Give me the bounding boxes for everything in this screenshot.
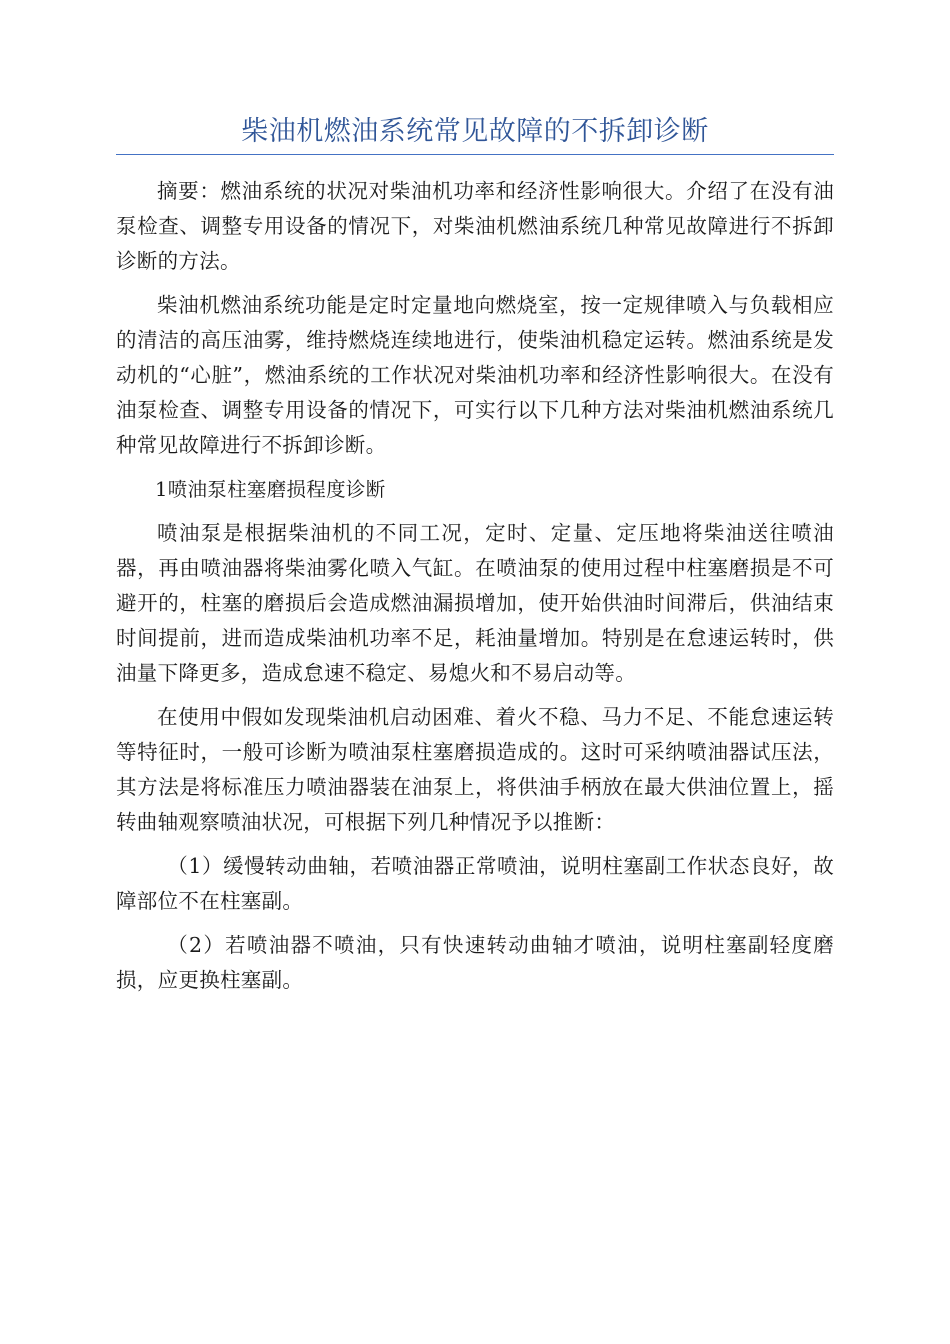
abstract-paragraph: 摘要：燃油系统的状况对柴油机功率和经济性影响很大。介绍了在没有油泵检查、调整专用设备的情况下，对柴油机燃油系统几种常见故障进行不拆卸诊断的方法。 [116,179,834,273]
document-body [116,174,834,1007]
body-paragraph: 喷油泵是根据柴油机的不同工况，定时、定量、定压地将柴油送往喷油器，再由喷油器将柴油雾化喷入气缸。在喷油泵的使用过程中柱塞磨损是不可避开的，柱塞的磨损后会造成燃油漏损增加，使开始供油时间滞后，供油结束时间提前，进而造成柴油机功率不足，耗油量增加。特别是在怠速运转时，供油量下降更多，造成怠速不稳定、易熄火和不易启动等。 [116,521,834,685]
document-title: 柴油机燃油系统常见故障的不拆卸诊断 [241,116,709,147]
body-paragraph: 在使用中假如发现柴油机启动困难、着火不稳、马力不足、不能怠速运转等特征时，一般可诊断为喷油泵柱塞磨损造成的。这时可采纳喷油器试压法，其方法是将标准压力喷油器装在油泵上，将供油手柄放在最大供油位置上，摇转曲轴观察喷油状况，可根据下列几种情况予以推断： [116,705,834,834]
list-item: （2）若喷油器不喷油，只有快速转动曲轴才喷油，说明柱塞副轻度磨损，应更换柱塞副。 [116,933,834,992]
list-item: （1）缓慢转动曲轴，若喷油器正常喷油，说明柱塞副工作状态良好，故障部位不在柱塞副。 [116,854,834,913]
section-heading: 1喷油泵柱塞磨损程度诊断 [155,478,386,501]
title-underline [116,154,834,155]
intro-paragraph: 柴油机燃油系统功能是定时定量地向燃烧室，按一定规律喷入与负载相应的清洁的高压油雾，维持燃烧连续地进行，使柴油机稳定运转。燃油系统是发动机的“心脏”，燃油系统的工作状况对柴油机功率和经济性影响很大。在没有油泵检查、调整专用设备的情况下，可实行以下几种方法对柴油机燃油系统几种常见故障进行不拆卸诊断。 [116,293,834,457]
